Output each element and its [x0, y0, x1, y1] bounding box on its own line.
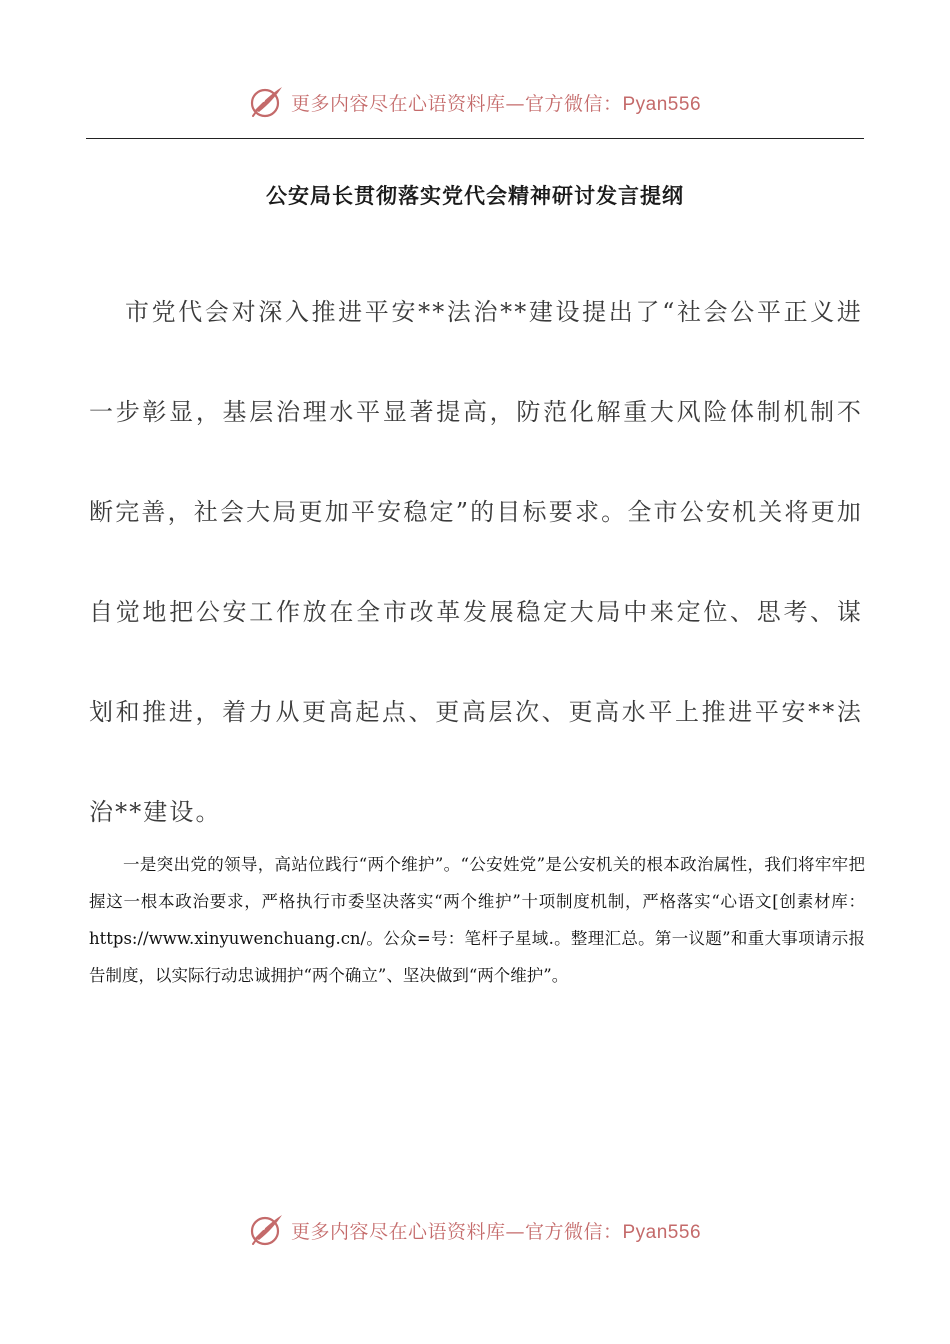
- pen-quill-logo-icon: [249, 1212, 285, 1248]
- page-header-banner: [0, 84, 950, 120]
- footer-banner-text: [291, 1217, 701, 1244]
- header-wechat-id: Pyan556: [622, 93, 702, 115]
- document-title: 公安局长贯彻落实党代会精神研讨发言提纲: [266, 184, 684, 208]
- footer-wechat-id: Pyan556: [622, 1221, 702, 1243]
- body-paragraph: 一是突出党的领导，高站位践行“两个维护”。“公安姓党”是公安机关的根本政治属性，我们将牢牢把握这一根本政治要求，严格执行市委坚决落实“两个维护”十项制度机制，严格落实“心语文[创素材库：https://www.xinyuwenchuang.cn/。公众=号：笔杆子星域.。整理汇总。第一议题”和重大事项请示报告制度，以实际行动忠诚拥护“两个确立”、坚决做到“两个维护”。: [89, 855, 865, 985]
- header-banner-text: [291, 89, 701, 116]
- page-footer-banner: [0, 1212, 950, 1248]
- footer-wechat-label: 官方微信：: [524, 1220, 623, 1243]
- lead-paragraph: 市党代会对深入推进平安**法治**建设提出了“社会公平正义进一步彰显，基层治理水平显著提高，防范化解重大风险体制机制不断完善，社会大局更加平安稳定”的目标要求。全市公安机关将更加自觉地把公安工作放在全市改革发展稳定大局中来定位、思考、谋划和推进，着力从更高起点、更高层次、更高水平上推进平安**法治**建设。: [89, 298, 863, 826]
- header-banner-main: 更多内容尽在心语资料库—: [290, 92, 525, 115]
- footer-banner-main: 更多内容尽在心语资料库—: [290, 1220, 525, 1243]
- header-divider: [86, 138, 864, 139]
- header-wechat-label: 官方微信：: [524, 92, 623, 115]
- pen-quill-logo-icon: [249, 84, 285, 120]
